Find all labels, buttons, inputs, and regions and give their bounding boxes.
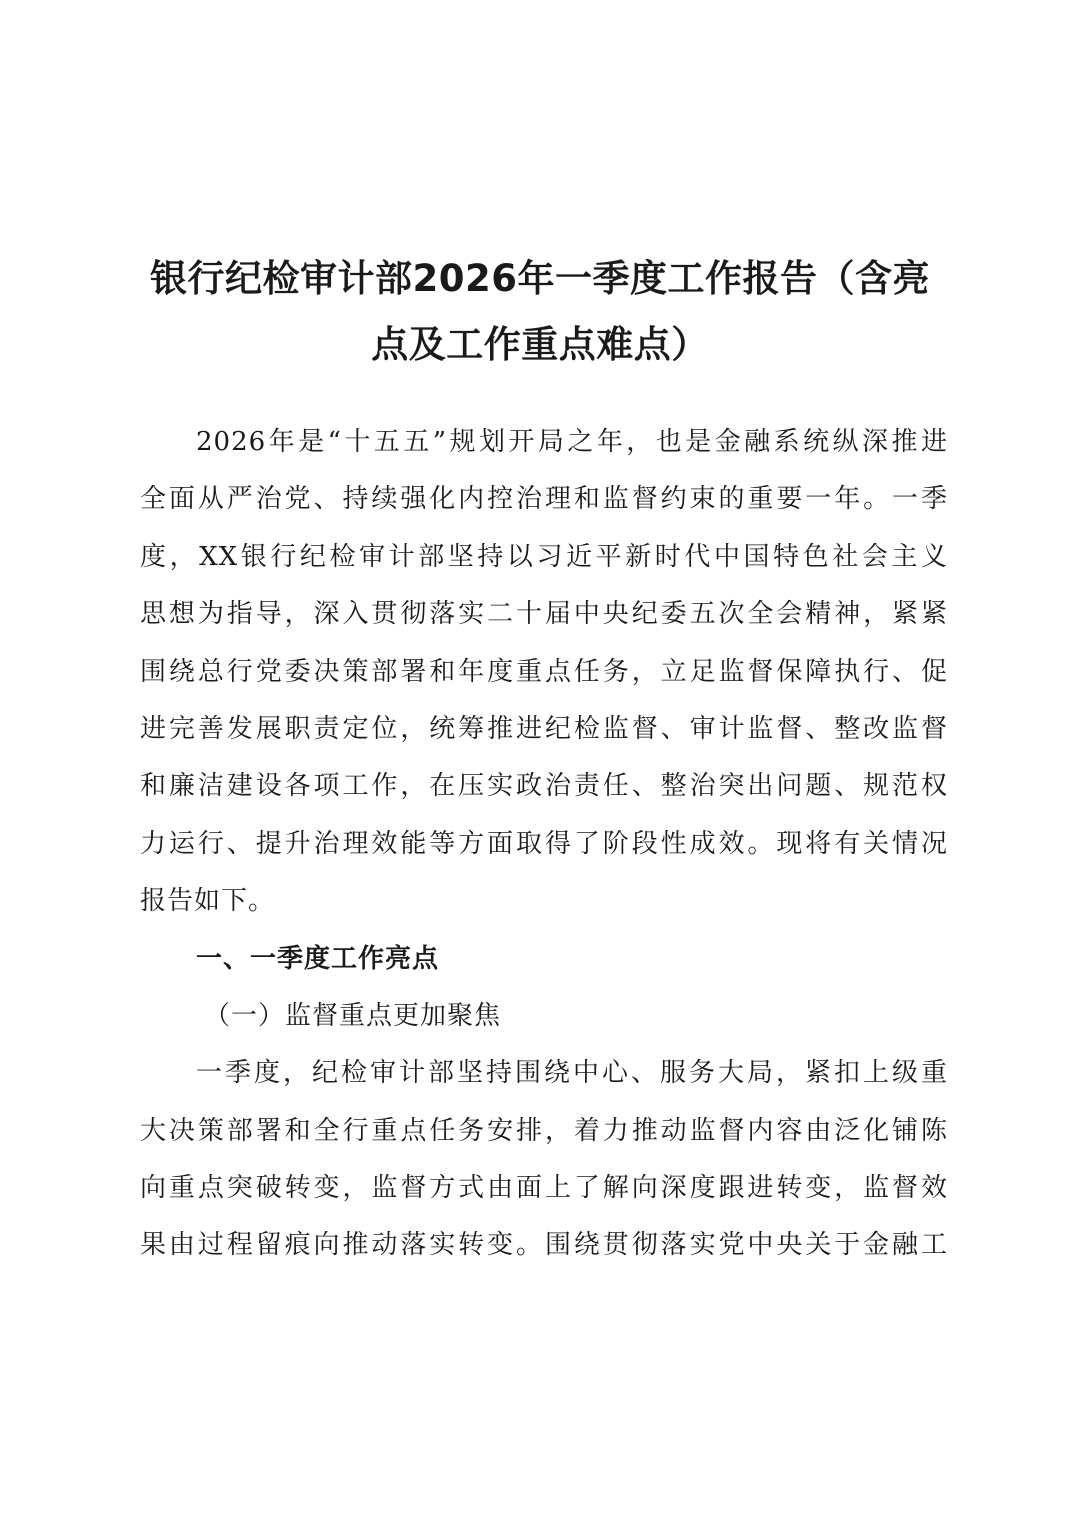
intro-line-9: 报告如下。 bbox=[140, 886, 276, 917]
intro-line-5: 围绕总行党委决策部署和年度重点任务，立足监督保障执行、促 bbox=[140, 656, 948, 687]
intro-line-8: 力运行、提升治理效能等方面取得了阶段性成效。现将有关情况 bbox=[140, 828, 948, 859]
intro-line-4: 思想为指导，深入贯彻落实二十届中央纪委五次全会精神，紧紧 bbox=[140, 599, 948, 630]
intro-paragraph bbox=[140, 414, 948, 931]
intro-line-2: 全面从严治党、持续强化内控治理和监督约束的重要一年。一季 bbox=[140, 484, 948, 515]
document-body bbox=[140, 414, 948, 1275]
intro-line-7: 和廉洁建设各项工作，在压实政治责任、整治突出问题、规范权 bbox=[140, 771, 948, 802]
section-line-3: 向重点突破转变，监督方式由面上了解向深度跟进转变，监督效 bbox=[140, 1173, 948, 1204]
intro-line-3: 度，XX银行纪检审计部坚持以习近平新时代中国特色社会主义 bbox=[140, 541, 948, 572]
document-title bbox=[130, 246, 950, 378]
section-paragraph bbox=[140, 1045, 948, 1275]
intro-line-1: 2026年是“十五五”规划开局之年，也是金融系统纵深推进 bbox=[196, 427, 948, 457]
title-line-1: 银行纪检审计部2026年一季度工作报告（含亮 bbox=[150, 257, 930, 300]
section-line-4: 果由过程留痕向推动落实转变。围绕贯彻落实党中央关于金融工 bbox=[140, 1230, 948, 1261]
section-line-2: 大决策部署和全行重点任务安排，着力推动监督内容由泛化铺陈 bbox=[140, 1115, 948, 1146]
title-line-2: 点及工作重点难点） bbox=[371, 323, 709, 366]
intro-line-6: 进完善发展职责定位，统筹推进纪检监督、审计监督、整改监督 bbox=[140, 713, 948, 744]
section-heading: 一、一季度工作亮点 bbox=[196, 943, 440, 974]
section-line-1: 一季度，纪检审计部坚持围绕中心、服务大局，紧扣上级重 bbox=[196, 1058, 948, 1089]
subsection-heading: （一）监督重点更加聚焦 bbox=[204, 1000, 502, 1031]
